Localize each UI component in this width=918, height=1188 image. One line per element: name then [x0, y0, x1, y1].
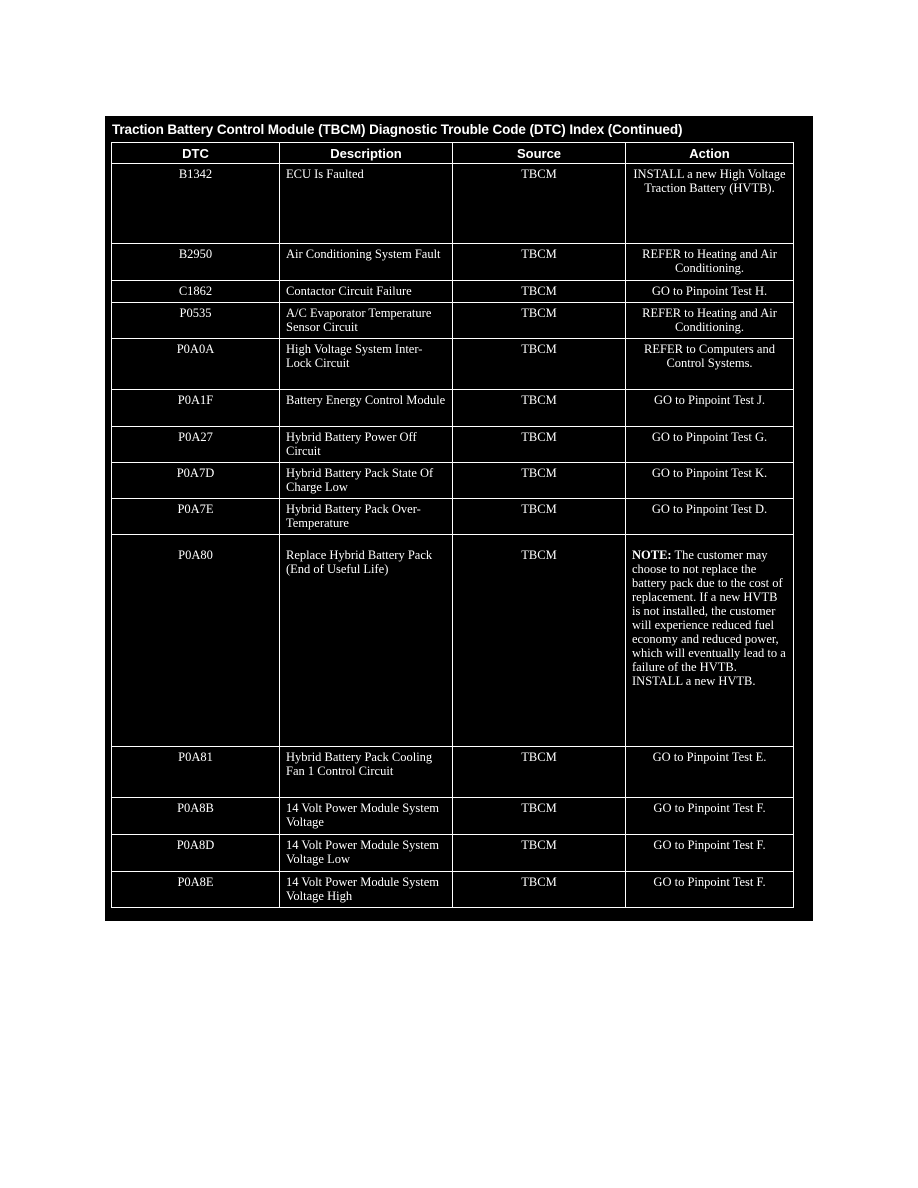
dtc-description: Hybrid Battery Pack State Of Charge Low [280, 463, 453, 499]
dtc-action [626, 535, 794, 747]
dtc-action: GO to Pinpoint Test F. [626, 872, 794, 908]
dtc-index-panel [105, 116, 813, 921]
table-row [112, 164, 794, 244]
dtc-source: TBCM [453, 747, 626, 798]
dtc-source: TBCM [453, 427, 626, 463]
dtc-code: P0A0A [112, 339, 280, 390]
table-title: Traction Battery Control Module (TBCM) Diagnostic Trouble Code (DTC) Index (Continued) [112, 122, 683, 137]
dtc-description: Hybrid Battery Pack Over-Temperature [280, 499, 453, 535]
table-row [112, 427, 794, 463]
dtc-description: Hybrid Battery Pack Cooling Fan 1 Control Circuit [280, 747, 453, 798]
dtc-code: P0A27 [112, 427, 280, 463]
dtc-description: 14 Volt Power Module System Voltage Low [280, 835, 453, 872]
table-row [112, 281, 794, 303]
dtc-source: TBCM [453, 244, 626, 281]
column-header-action: Action [626, 143, 794, 164]
dtc-action: GO to Pinpoint Test F. [626, 835, 794, 872]
dtc-table [111, 142, 794, 908]
dtc-action: REFER to Computers and Control Systems. [626, 339, 794, 390]
dtc-source: TBCM [453, 872, 626, 908]
dtc-code: P0A1F [112, 390, 280, 427]
dtc-description: Battery Energy Control Module [280, 390, 453, 427]
dtc-code: P0A8D [112, 835, 280, 872]
dtc-description: Replace Hybrid Battery Pack (End of Useful Life) [280, 535, 453, 747]
dtc-code: P0A7E [112, 499, 280, 535]
dtc-action: GO to Pinpoint Test D. [626, 499, 794, 535]
dtc-code: P0A80 [112, 535, 280, 747]
dtc-source: TBCM [453, 339, 626, 390]
dtc-source: TBCM [453, 798, 626, 835]
dtc-source: TBCM [453, 281, 626, 303]
dtc-code: P0A8B [112, 798, 280, 835]
dtc-code: P0A7D [112, 463, 280, 499]
dtc-action: GO to Pinpoint Test F. [626, 798, 794, 835]
dtc-source: TBCM [453, 303, 626, 339]
dtc-source: TBCM [453, 463, 626, 499]
dtc-description: Hybrid Battery Power Off Circuit [280, 427, 453, 463]
table-row [112, 747, 794, 798]
dtc-source: TBCM [453, 835, 626, 872]
dtc-code: B1342 [112, 164, 280, 244]
table-row [112, 535, 794, 747]
dtc-description: A/C Evaporator Temperature Sensor Circuit [280, 303, 453, 339]
dtc-description: Contactor Circuit Failure [280, 281, 453, 303]
table-row [112, 390, 794, 427]
dtc-action: GO to Pinpoint Test H. [626, 281, 794, 303]
note-action: INSTALL a new HVTB. [632, 674, 756, 688]
table-row [112, 499, 794, 535]
dtc-description: 14 Volt Power Module System Voltage [280, 798, 453, 835]
dtc-action: REFER to Heating and Air Conditioning. [626, 244, 794, 281]
dtc-source: TBCM [453, 535, 626, 747]
dtc-description: 14 Volt Power Module System Voltage High [280, 872, 453, 908]
dtc-code: P0A81 [112, 747, 280, 798]
column-header-source: Source [453, 143, 626, 164]
dtc-code: P0535 [112, 303, 280, 339]
column-header-description: Description [280, 143, 453, 164]
dtc-source: TBCM [453, 164, 626, 244]
dtc-source: TBCM [453, 499, 626, 535]
table-row [112, 835, 794, 872]
table-row [112, 872, 794, 908]
dtc-action: GO to Pinpoint Test K. [626, 463, 794, 499]
dtc-description: High Voltage System Inter-Lock Circuit [280, 339, 453, 390]
dtc-action: GO to Pinpoint Test E. [626, 747, 794, 798]
table-header-row [112, 143, 794, 164]
dtc-description: Air Conditioning System Fault [280, 244, 453, 281]
note-text: The customer may choose to not replace the battery pack due to the cost of replacement. If a new HVTB is not installed, the customer will experience reduced fuel economy and reduced power, which will eventually lead to a failure of the HVTB. [632, 548, 786, 674]
table-row [112, 339, 794, 390]
dtc-code: C1862 [112, 281, 280, 303]
table-row [112, 244, 794, 281]
dtc-source: TBCM [453, 390, 626, 427]
table-row [112, 303, 794, 339]
dtc-action: GO to Pinpoint Test G. [626, 427, 794, 463]
dtc-action: INSTALL a new High Voltage Traction Battery (HVTB). [626, 164, 794, 244]
dtc-code: P0A8E [112, 872, 280, 908]
table-row [112, 463, 794, 499]
note-label: NOTE: [632, 548, 672, 562]
dtc-action: REFER to Heating and Air Conditioning. [626, 303, 794, 339]
table-row [112, 798, 794, 835]
dtc-description: ECU Is Faulted [280, 164, 453, 244]
column-header-dtc: DTC [112, 143, 280, 164]
dtc-code: B2950 [112, 244, 280, 281]
dtc-action: GO to Pinpoint Test J. [626, 390, 794, 427]
